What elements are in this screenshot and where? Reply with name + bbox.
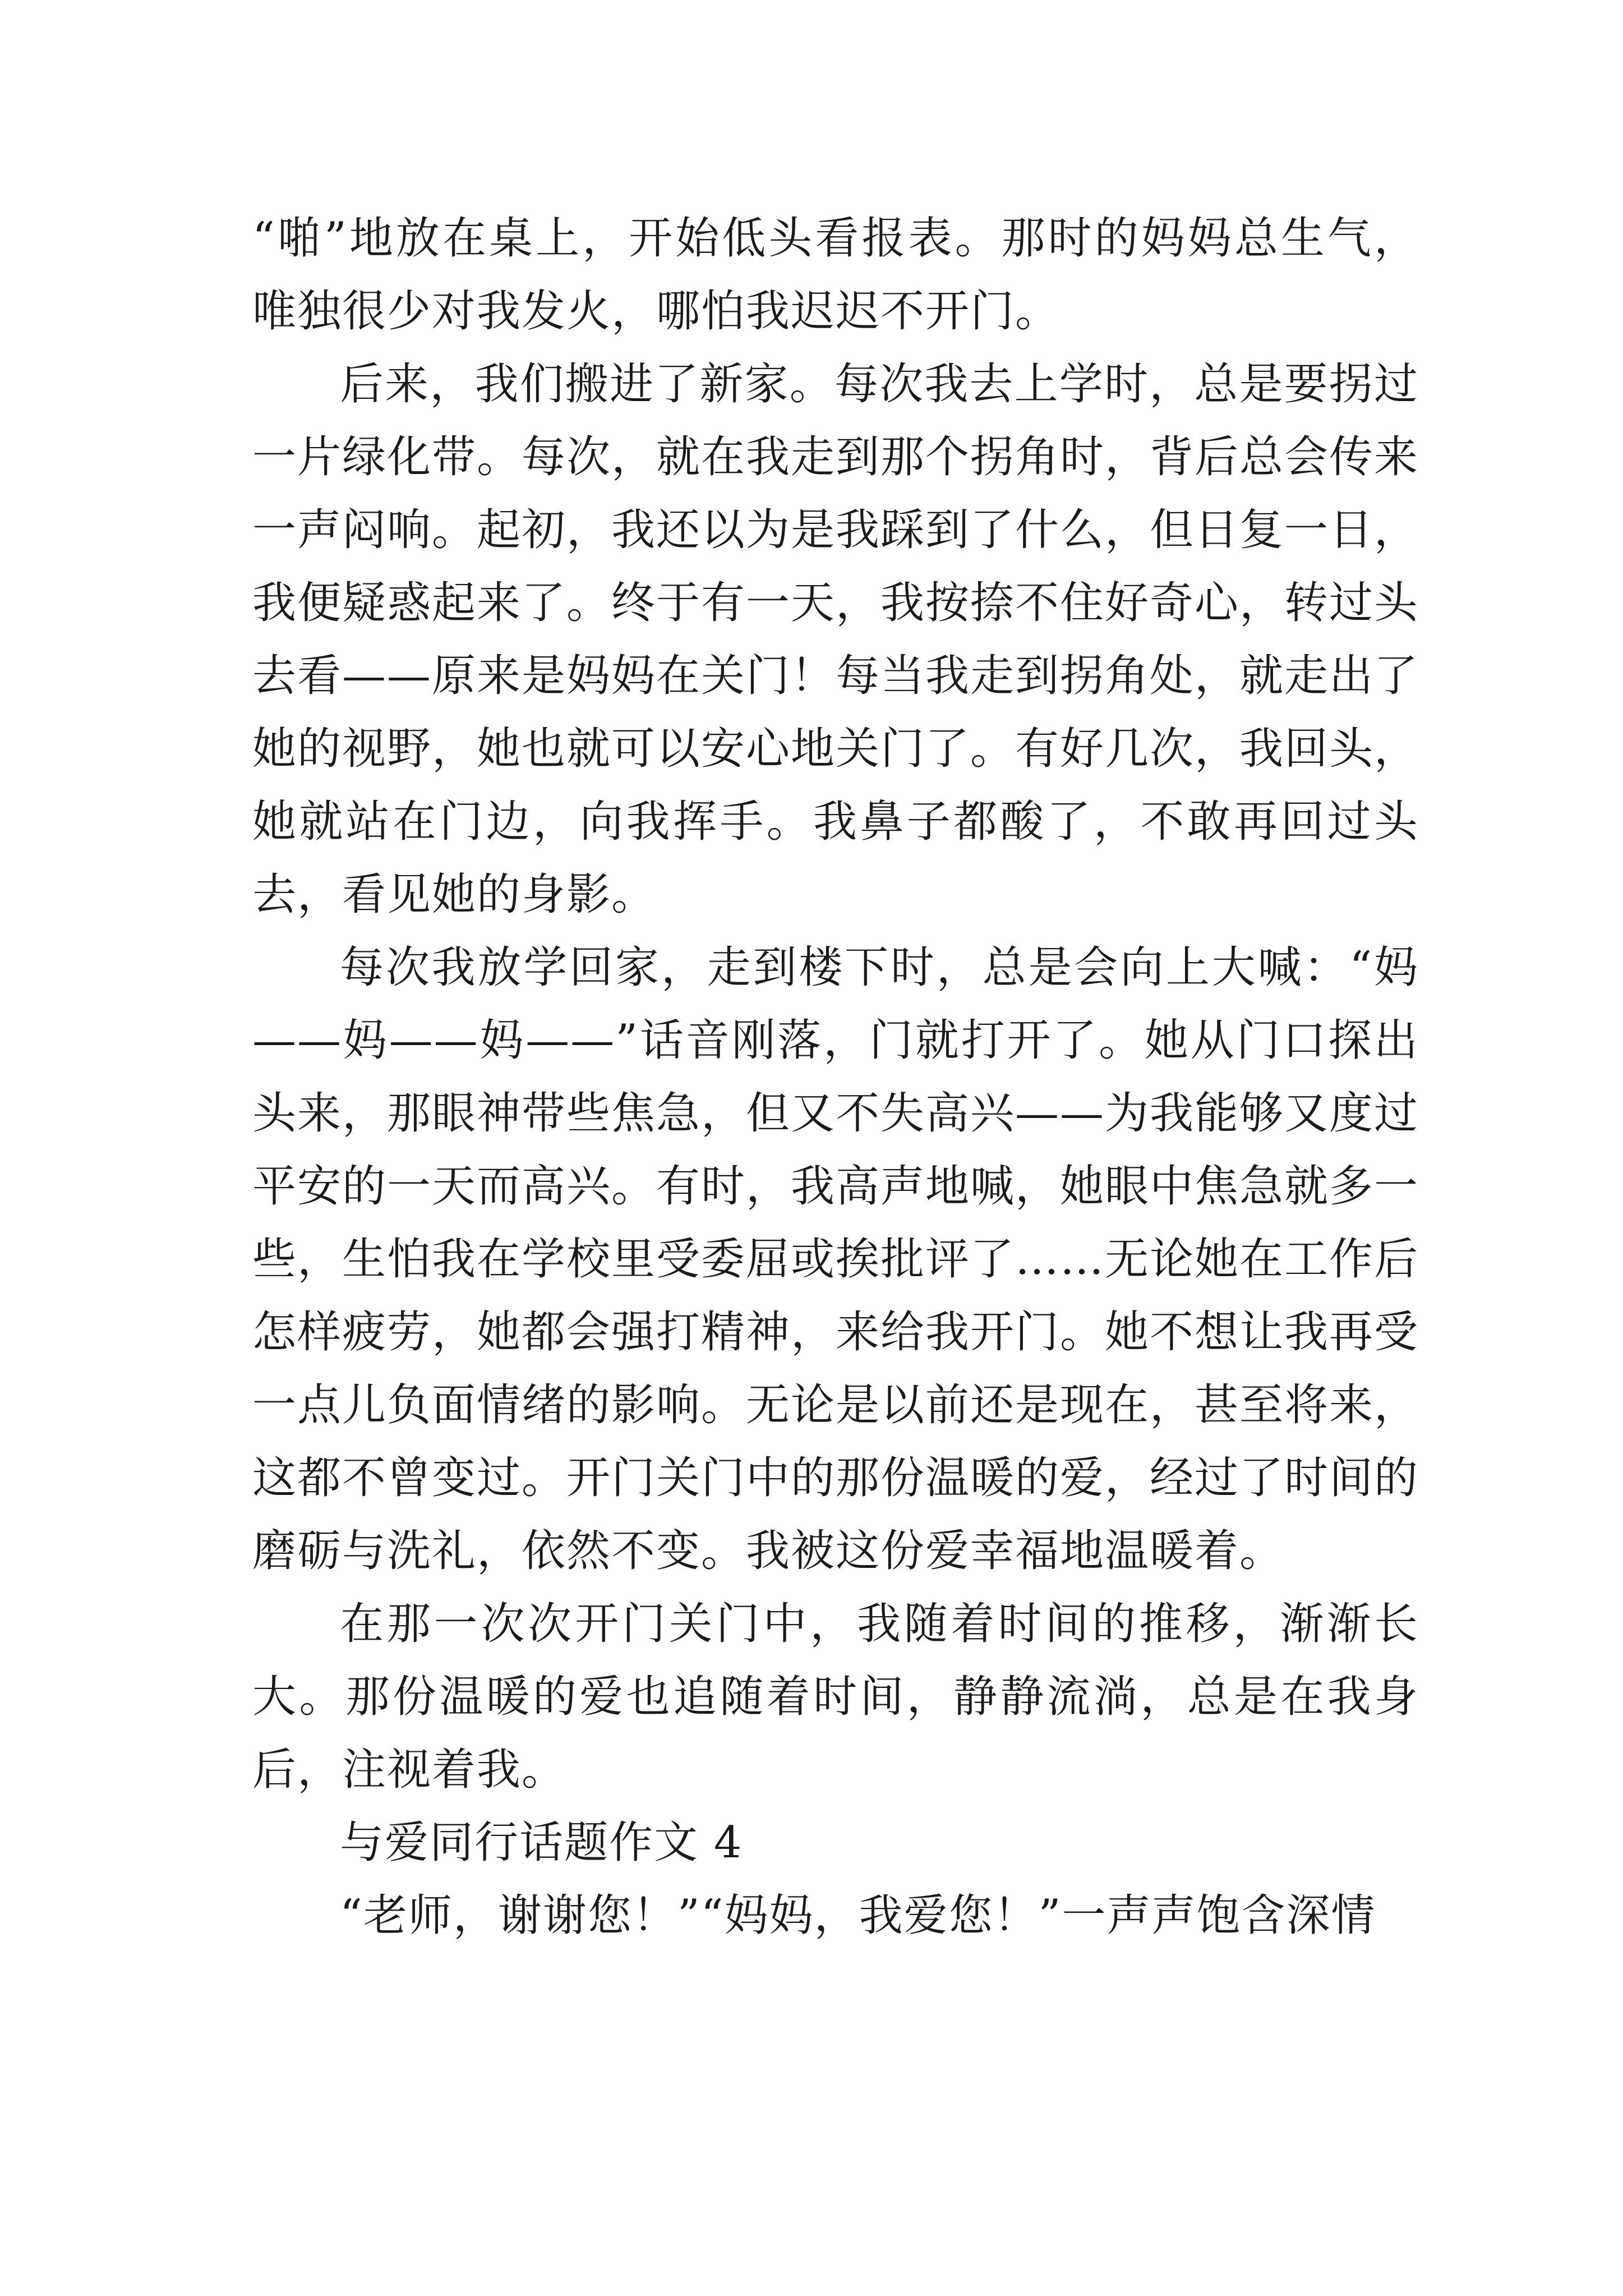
paragraph-5: “老师，谢谢您！”“妈妈，我爱您！”一声声饱含深情 bbox=[340, 1890, 1376, 1941]
paragraph-2: 后来，我们搬进了新家。每次我去上学时，总是要拐过一片绿化带。每次，就在我走到那个拐角时，背后总会传来一声闷响。起初，我还以为是我踩到了什么，但日复一日，我便疑惑起来了。终于有一天，我按捺不住好奇心，转过头去看——原来是妈妈在关门！每当我走到拐角处，就走出了她的视野，她也就可以安心地关门了。有好几次，我回头，她就站在门边，向我挥手。我鼻子都酸了，不敢再回过头去，看见她的身影。 bbox=[252, 359, 1419, 920]
paragraph-4: 在那一次次开门关门中，我随着时间的推移，渐渐长大。那份温暖的爱也追随着时间，静静流淌，总是在我身后，注视着我。 bbox=[252, 1599, 1419, 1795]
document-body bbox=[252, 202, 1419, 1952]
paragraph-1: “啪”地放在桌上，开始低头看报表。那时的妈妈总生气，唯独很少对我发火，哪怕我迟迟不开门。 bbox=[252, 213, 1419, 337]
section-heading: 与爱同行话题作文 4 bbox=[340, 1818, 743, 1868]
paragraph-3: 每次我放学回家，走到楼下时，总是会向上大喊：“妈——妈——妈——”话音刚落，门就打开了。她从门口探出头来，那眼神带些焦急，但又不失高兴——为我能够又度过平安的一天而高兴。有时，我高声地喊，她眼中焦急就多一些，生怕我在学校里受委屈或挨批评了……无论她在工作后怎样疲劳，她都会强打精神，来给我开门。她不想让我再受一点儿负面情绪的影响。无论是以前还是现在，甚至将来，这都不曾变过。开门关门中的那份温暖的爱，经过了时间的磨砺与洗礼，依然不变。我被这份爱幸福地温暖着。 bbox=[252, 942, 1419, 1576]
